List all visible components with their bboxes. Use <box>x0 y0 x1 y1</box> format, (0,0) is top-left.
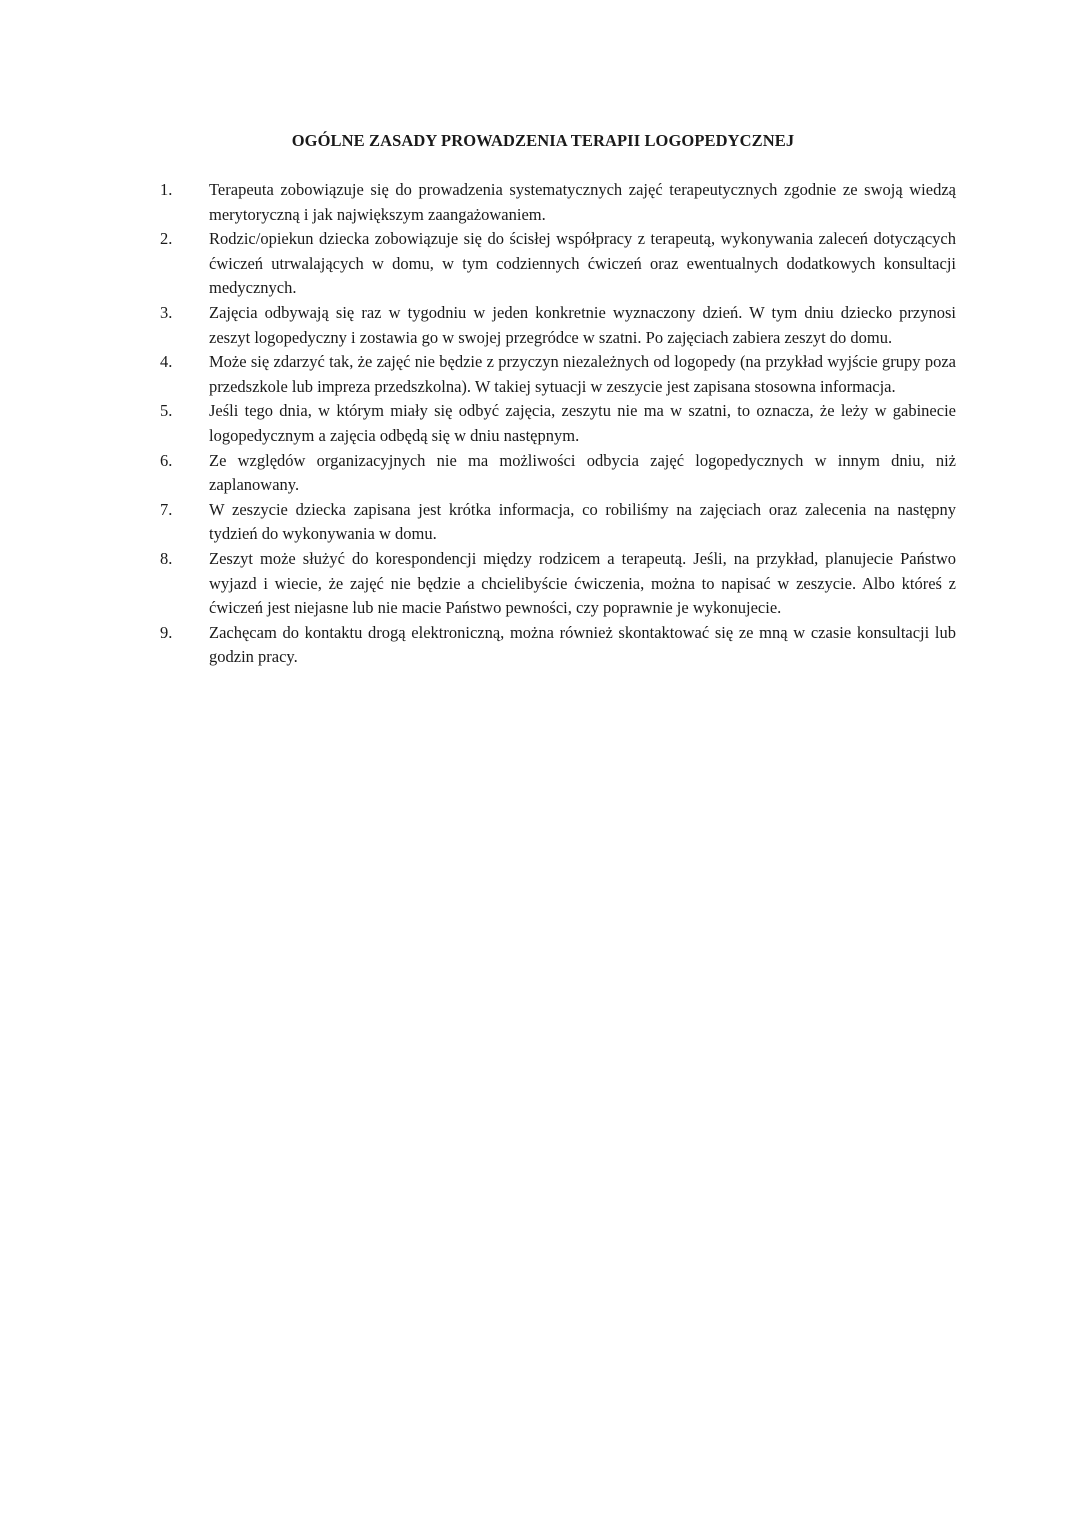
rules-list <box>160 178 956 670</box>
rule-text: Terapeuta zobowiązuje się do prowadzenia systematycznych zajęć terapeutycznych zgodnie ze swoją wiedzą merytoryczną i jak największym zaangażowaniem. <box>209 180 956 224</box>
rule-item <box>160 399 956 448</box>
rule-item <box>160 498 956 547</box>
rule-text: Zajęcia odbywają się raz w tygodniu w jeden konkretnie wyznaczony dzień. W tym dniu dziecko przynosi zeszyt logopedyczny i zostawia go w swojej przegródce w szatni. Po zajęciach zabiera zeszyt do domu. <box>209 302 956 347</box>
rule-number: 6. <box>160 450 173 470</box>
rule-text: Jeśli tego dnia, w którym miały się odbyć zajęcia, zeszytu nie ma w szatni, to oznacza, że leży w gabinecie logopedycznym a zajęcia odbędą się w dniu następnym. <box>209 401 956 445</box>
rule-item <box>160 178 956 227</box>
rule-text: Zeszyt może służyć do korespondencji między rodzicem a terapeutą. Jeśli, na przykład, planujecie Państwo wyjazd i wiecie, że zajęć nie będzie a chcielibyście ćwiczenia, można to napisać w zeszycie. Albo któreś z ćwiczeń jest niejasne lub nie macie Państwo pewności, czy poprawnie je wykonujecie. <box>209 548 956 618</box>
rule-text: Może się zdarzyć tak, że zajęć nie będzie z przyczyn niezależnych od logopedy (na przykład wyjście grupy poza przedszkole lub impreza przedszkolna). W takiej sytuacji w zeszycie jest zapisana stosowna informacja. <box>209 352 956 396</box>
rule-number: 5. <box>160 401 173 421</box>
rule-item <box>160 449 956 498</box>
rule-number: 3. <box>160 302 173 322</box>
rule-item <box>160 547 956 621</box>
rule-item <box>160 621 956 670</box>
rule-number: 1. <box>160 180 173 199</box>
rule-number: 7. <box>160 499 173 519</box>
rule-text: Zachęcam do kontaktu drogą elektroniczną, można również skontaktować się ze mną w czasie konsultacji lub godzin pracy. <box>209 622 956 667</box>
rule-number: 9. <box>160 622 173 642</box>
rule-number: 4. <box>160 352 173 372</box>
rule-item <box>160 301 956 350</box>
rule-number: 8. <box>160 548 173 568</box>
rule-text: Rodzic/opiekun dziecka zobowiązuje się do ścisłej współpracy z terapeutą, wykonywania zaleceń dotyczących ćwiczeń utrwalających w domu, w tym codziennych ćwiczeń oraz ewentualnych dodatkowych konsultacji medycznych. <box>209 229 956 298</box>
rule-text: Ze względów organizacyjnych nie ma możliwości odbycia zajęć logopedycznych w innym dniu, niż zaplanowany. <box>209 450 956 495</box>
rule-item <box>160 227 956 301</box>
rule-number: 2. <box>160 229 173 249</box>
rule-item <box>160 350 956 399</box>
rule-text: W zeszycie dziecka zapisana jest krótka informacja, co robiliśmy na zajęciach oraz zalecenia na następny tydzień do wykonywania w domu. <box>209 499 956 544</box>
document-title: OGÓLNE ZASADY PROWADZENIA TERAPII LOGOPEDYCZNEJ <box>291 131 795 150</box>
